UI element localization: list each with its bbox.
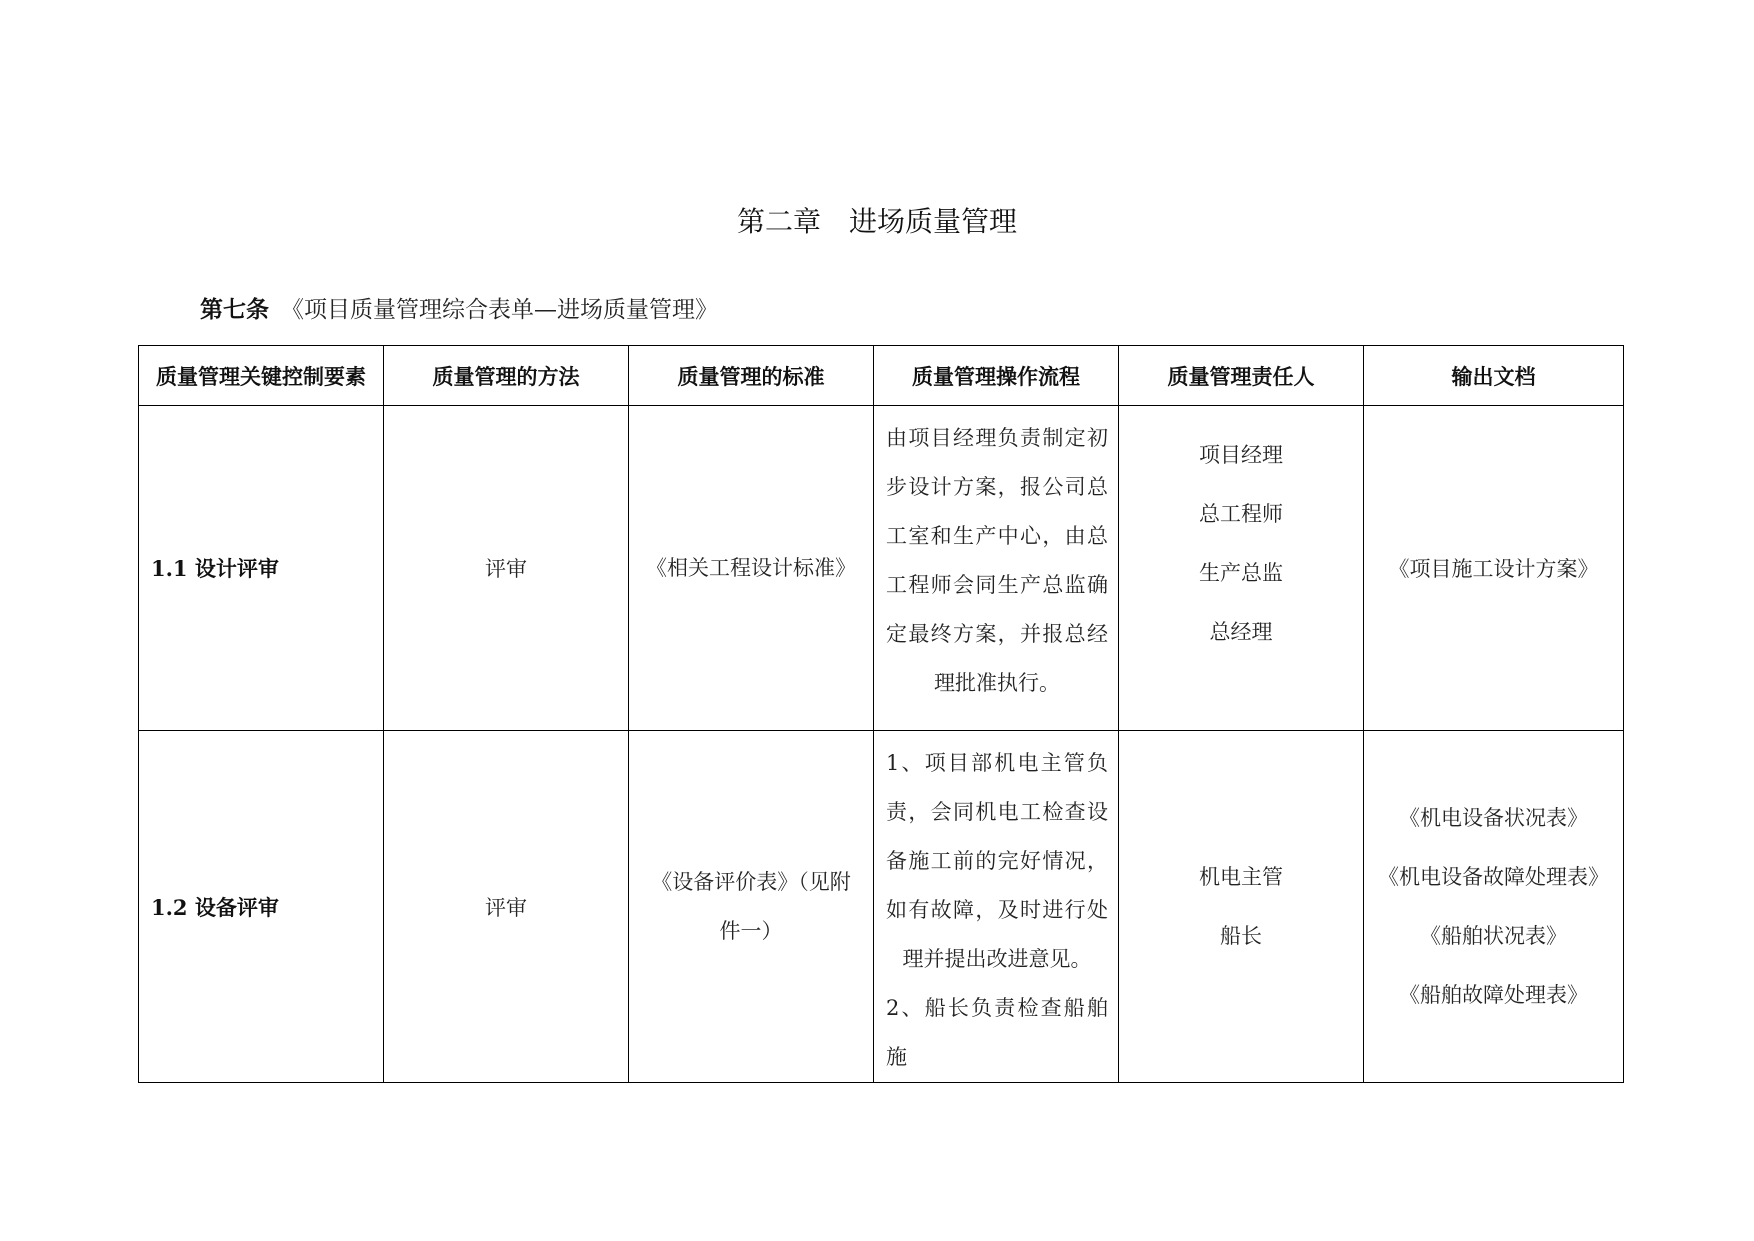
documents-cell [1364, 406, 1624, 731]
responsible-cell [1119, 731, 1364, 1083]
output-document: 《船舶故障处理表》 [1399, 982, 1588, 1007]
responsible-person: 生产总监 [1199, 561, 1283, 585]
process-step: 2、船长负责检查船舶施 [886, 996, 1108, 1069]
element-cell: 1.1 设计评审 [139, 406, 384, 731]
method-cell: 评审 [384, 406, 629, 731]
responsible-person: 船长 [1220, 923, 1262, 948]
article-name: 《项目质量管理综合表单—进场质量管理》 [281, 297, 718, 323]
table-header-row [139, 346, 1624, 406]
responsible-person: 总工程师 [1199, 502, 1283, 526]
responsible-person: 项目经理 [1199, 443, 1283, 467]
method-cell: 评审 [384, 731, 629, 1083]
table-row [139, 731, 1624, 1083]
process-cell [874, 406, 1119, 731]
process-text: 由项目经理负责制定初步设计方案，报公司总工室和生产中心，由总工程师会同生产总监确定最终方案，并报总经理批准执行。 [886, 426, 1108, 695]
output-document: 《机电设备状况表》 [1399, 805, 1588, 830]
header-method: 质量管理的方法 [384, 346, 629, 406]
standard-cell [629, 731, 874, 1083]
standard-text: 《设备评价表》（见附件一） [651, 869, 851, 943]
article-heading [200, 292, 718, 328]
header-responsible: 质量管理责任人 [1119, 346, 1364, 406]
process-step: 1、项目部机电主管负责，会同机电工检查设备施工前的完好情况，如有故障，及时进行处理并提出改进意见。 [886, 751, 1108, 971]
output-document: 《机电设备故障处理表》 [1378, 864, 1609, 889]
header-standard: 质量管理的标准 [629, 346, 874, 406]
process-cell [874, 731, 1119, 1083]
table-row [139, 406, 1624, 731]
header-output-docs: 输出文档 [1364, 346, 1624, 406]
output-document: 《船舶状况表》 [1420, 923, 1567, 948]
standard-cell [629, 406, 874, 731]
responsible-person: 总经理 [1209, 620, 1273, 644]
responsible-person: 机电主管 [1199, 864, 1283, 889]
article-number: 第七条 [200, 296, 269, 323]
element-cell: 1.2 设备评审 [139, 731, 384, 1083]
documents-cell [1364, 731, 1624, 1083]
chapter-title: 第二章 进场质量管理 [736, 205, 1017, 238]
output-document: 《项目施工设计方案》 [1388, 557, 1599, 581]
quality-management-table [138, 345, 1624, 1083]
header-process: 质量管理操作流程 [874, 346, 1119, 406]
header-key-element: 质量管理关键控制要素 [139, 346, 384, 406]
standard-text: 《相关工程设计标准》 [646, 555, 856, 580]
responsible-cell [1119, 406, 1364, 731]
